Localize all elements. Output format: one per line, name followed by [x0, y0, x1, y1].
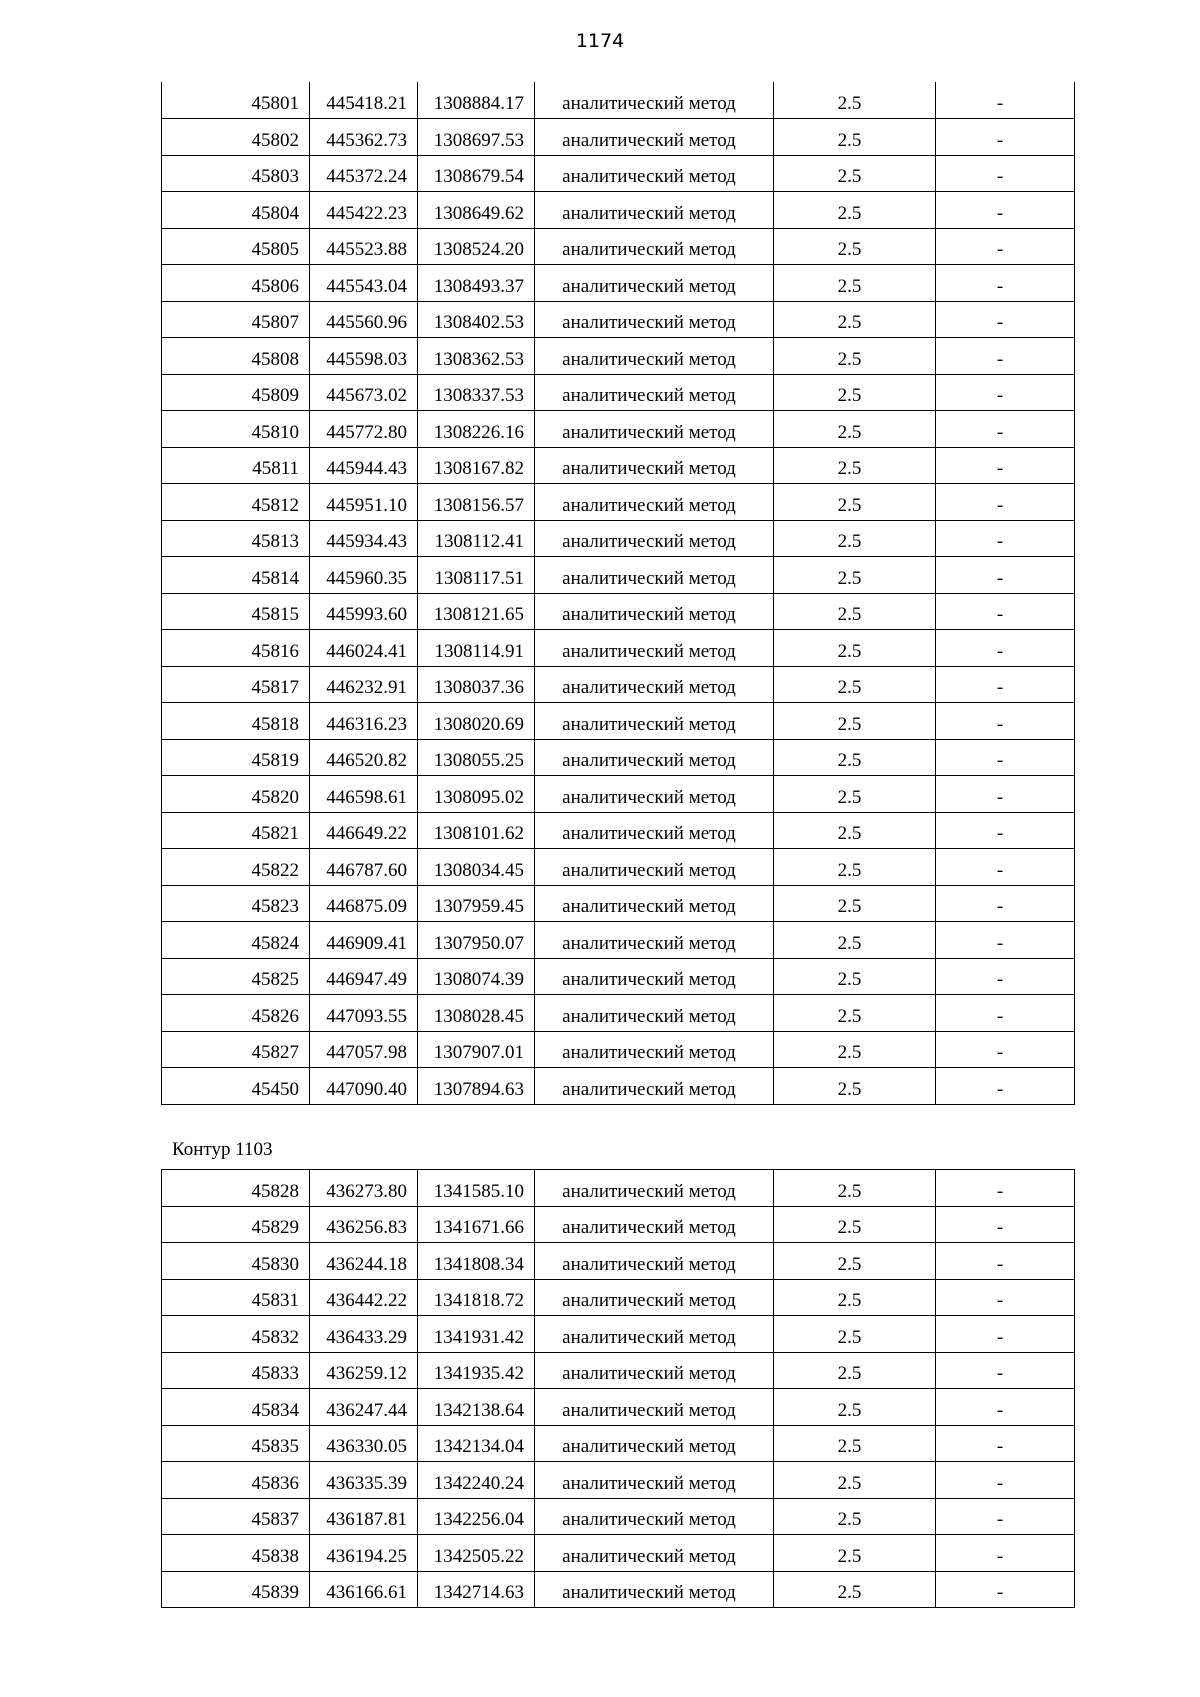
- coordinates-table-1: [161, 82, 1075, 1105]
- description-cell: -: [936, 520, 1075, 557]
- precision-cell: 2.5: [774, 995, 936, 1032]
- precision-cell: 2.5: [774, 82, 936, 119]
- description-cell: -: [936, 1206, 1075, 1243]
- x-coordinate-cell: 436187.81: [310, 1498, 418, 1535]
- y-coordinate-cell: 1308112.41: [418, 520, 535, 557]
- precision-cell: 2.5: [774, 1316, 936, 1353]
- table-row: [162, 593, 1075, 630]
- precision-cell: 2.5: [774, 630, 936, 667]
- x-coordinate-cell: 445362.73: [310, 119, 418, 156]
- method-cell: аналитический метод: [535, 776, 774, 813]
- method-cell: аналитический метод: [535, 1316, 774, 1353]
- precision-cell: 2.5: [774, 885, 936, 922]
- precision-cell: 2.5: [774, 411, 936, 448]
- description-cell: -: [936, 1031, 1075, 1068]
- description-cell: -: [936, 155, 1075, 192]
- method-cell: аналитический метод: [535, 812, 774, 849]
- point-number-cell: 45826: [162, 995, 310, 1032]
- precision-cell: 2.5: [774, 666, 936, 703]
- point-number-cell: 45813: [162, 520, 310, 557]
- y-coordinate-cell: 1308697.53: [418, 119, 535, 156]
- description-cell: -: [936, 995, 1075, 1032]
- table-row: [162, 1352, 1075, 1389]
- x-coordinate-cell: 446024.41: [310, 630, 418, 667]
- table-row: [162, 1031, 1075, 1068]
- table-row: [162, 301, 1075, 338]
- point-number-cell: 45801: [162, 82, 310, 119]
- method-cell: аналитический метод: [535, 1535, 774, 1572]
- point-number-cell: 45823: [162, 885, 310, 922]
- y-coordinate-cell: 1308028.45: [418, 995, 535, 1032]
- point-number-cell: 45833: [162, 1352, 310, 1389]
- y-coordinate-cell: 1308074.39: [418, 958, 535, 995]
- description-cell: -: [936, 192, 1075, 229]
- coordinates-table-2: [161, 1169, 1075, 1608]
- x-coordinate-cell: 445934.43: [310, 520, 418, 557]
- table-row: [162, 1279, 1075, 1316]
- x-coordinate-cell: 447093.55: [310, 995, 418, 1032]
- page-number: 1174: [575, 30, 625, 52]
- point-number-cell: 45835: [162, 1425, 310, 1462]
- method-cell: аналитический метод: [535, 630, 774, 667]
- y-coordinate-cell: 1342138.64: [418, 1389, 535, 1426]
- method-cell: аналитический метод: [535, 82, 774, 119]
- method-cell: аналитический метод: [535, 922, 774, 959]
- description-cell: -: [936, 228, 1075, 265]
- table-row: [162, 82, 1075, 119]
- point-number-cell: 45821: [162, 812, 310, 849]
- table-row: [162, 776, 1075, 813]
- x-coordinate-cell: 436330.05: [310, 1425, 418, 1462]
- x-coordinate-cell: 436442.22: [310, 1279, 418, 1316]
- table-row: [162, 1389, 1075, 1426]
- point-number-cell: 45819: [162, 739, 310, 776]
- x-coordinate-cell: 445673.02: [310, 374, 418, 411]
- y-coordinate-cell: 1307950.07: [418, 922, 535, 959]
- precision-cell: 2.5: [774, 1425, 936, 1462]
- y-coordinate-cell: 1308679.54: [418, 155, 535, 192]
- point-number-cell: 45831: [162, 1279, 310, 1316]
- point-number-cell: 45837: [162, 1498, 310, 1535]
- precision-cell: 2.5: [774, 1389, 936, 1426]
- y-coordinate-cell: 1308156.57: [418, 484, 535, 521]
- description-cell: -: [936, 82, 1075, 119]
- x-coordinate-cell: 445993.60: [310, 593, 418, 630]
- x-coordinate-cell: 436244.18: [310, 1243, 418, 1280]
- method-cell: аналитический метод: [535, 885, 774, 922]
- x-coordinate-cell: 445944.43: [310, 447, 418, 484]
- precision-cell: 2.5: [774, 922, 936, 959]
- method-cell: аналитический метод: [535, 1425, 774, 1462]
- x-coordinate-cell: 445543.04: [310, 265, 418, 302]
- precision-cell: 2.5: [774, 119, 936, 156]
- method-cell: аналитический метод: [535, 739, 774, 776]
- table-row: [162, 557, 1075, 594]
- point-number-cell: 45817: [162, 666, 310, 703]
- table-row: [162, 958, 1075, 995]
- table-row: [162, 995, 1075, 1032]
- description-cell: -: [936, 666, 1075, 703]
- description-cell: -: [936, 1462, 1075, 1499]
- y-coordinate-cell: 1308121.65: [418, 593, 535, 630]
- method-cell: аналитический метод: [535, 1571, 774, 1608]
- description-cell: -: [936, 1279, 1075, 1316]
- table-row: [162, 1462, 1075, 1499]
- x-coordinate-cell: 436335.39: [310, 1462, 418, 1499]
- method-cell: аналитический метод: [535, 447, 774, 484]
- x-coordinate-cell: 446316.23: [310, 703, 418, 740]
- description-cell: -: [936, 411, 1075, 448]
- point-number-cell: 45838: [162, 1535, 310, 1572]
- method-cell: аналитический метод: [535, 703, 774, 740]
- table-row: [162, 739, 1075, 776]
- table-row: [162, 155, 1075, 192]
- point-number-cell: 45803: [162, 155, 310, 192]
- y-coordinate-cell: 1308037.36: [418, 666, 535, 703]
- table-row: [162, 338, 1075, 375]
- point-number-cell: 45836: [162, 1462, 310, 1499]
- table-row: [162, 484, 1075, 521]
- x-coordinate-cell: 446787.60: [310, 849, 418, 886]
- x-coordinate-cell: 436256.83: [310, 1206, 418, 1243]
- description-cell: -: [936, 922, 1075, 959]
- y-coordinate-cell: 1308362.53: [418, 338, 535, 375]
- point-number-cell: 45814: [162, 557, 310, 594]
- y-coordinate-cell: 1308117.51: [418, 557, 535, 594]
- point-number-cell: 45830: [162, 1243, 310, 1280]
- precision-cell: 2.5: [774, 812, 936, 849]
- precision-cell: 2.5: [774, 1535, 936, 1572]
- description-cell: -: [936, 1243, 1075, 1280]
- precision-cell: 2.5: [774, 265, 936, 302]
- point-number-cell: 45827: [162, 1031, 310, 1068]
- point-number-cell: 45824: [162, 922, 310, 959]
- precision-cell: 2.5: [774, 1498, 936, 1535]
- precision-cell: 2.5: [774, 1031, 936, 1068]
- method-cell: аналитический метод: [535, 1462, 774, 1499]
- method-cell: аналитический метод: [535, 1279, 774, 1316]
- table-row: [162, 1535, 1075, 1572]
- x-coordinate-cell: 445560.96: [310, 301, 418, 338]
- x-coordinate-cell: 436433.29: [310, 1316, 418, 1353]
- table-row: [162, 228, 1075, 265]
- point-number-cell: 45825: [162, 958, 310, 995]
- method-cell: аналитический метод: [535, 265, 774, 302]
- table-row: [162, 447, 1075, 484]
- table-row: [162, 1316, 1075, 1353]
- point-number-cell: 45809: [162, 374, 310, 411]
- description-cell: -: [936, 1352, 1075, 1389]
- x-coordinate-cell: 436194.25: [310, 1535, 418, 1572]
- description-cell: -: [936, 812, 1075, 849]
- precision-cell: 2.5: [774, 484, 936, 521]
- x-coordinate-cell: 436247.44: [310, 1389, 418, 1426]
- y-coordinate-cell: 1342134.04: [418, 1425, 535, 1462]
- method-cell: аналитический метод: [535, 520, 774, 557]
- precision-cell: 2.5: [774, 1170, 936, 1207]
- description-cell: -: [936, 447, 1075, 484]
- table-row: [162, 885, 1075, 922]
- y-coordinate-cell: 1308493.37: [418, 265, 535, 302]
- description-cell: -: [936, 1571, 1075, 1608]
- y-coordinate-cell: 1308020.69: [418, 703, 535, 740]
- description-cell: -: [936, 593, 1075, 630]
- description-cell: -: [936, 1389, 1075, 1426]
- description-cell: -: [936, 119, 1075, 156]
- method-cell: аналитический метод: [535, 1352, 774, 1389]
- description-cell: -: [936, 265, 1075, 302]
- method-cell: аналитический метод: [535, 484, 774, 521]
- precision-cell: 2.5: [774, 520, 936, 557]
- precision-cell: 2.5: [774, 958, 936, 995]
- precision-cell: 2.5: [774, 192, 936, 229]
- precision-cell: 2.5: [774, 1243, 936, 1280]
- table-row: [162, 411, 1075, 448]
- table-row: [162, 1206, 1075, 1243]
- method-cell: аналитический метод: [535, 1206, 774, 1243]
- x-coordinate-cell: 445960.35: [310, 557, 418, 594]
- description-cell: -: [936, 1068, 1075, 1105]
- method-cell: аналитический метод: [535, 192, 774, 229]
- description-cell: -: [936, 1425, 1075, 1462]
- y-coordinate-cell: 1341818.72: [418, 1279, 535, 1316]
- point-number-cell: 45812: [162, 484, 310, 521]
- x-coordinate-cell: 436166.61: [310, 1571, 418, 1608]
- x-coordinate-cell: 446947.49: [310, 958, 418, 995]
- y-coordinate-cell: 1342714.63: [418, 1571, 535, 1608]
- method-cell: аналитический метод: [535, 849, 774, 886]
- y-coordinate-cell: 1308524.20: [418, 228, 535, 265]
- point-number-cell: 45810: [162, 411, 310, 448]
- point-number-cell: 45802: [162, 119, 310, 156]
- precision-cell: 2.5: [774, 338, 936, 375]
- method-cell: аналитический метод: [535, 228, 774, 265]
- description-cell: -: [936, 1316, 1075, 1353]
- description-cell: -: [936, 703, 1075, 740]
- x-coordinate-cell: 446520.82: [310, 739, 418, 776]
- table-row: [162, 119, 1075, 156]
- table-row: [162, 812, 1075, 849]
- method-cell: аналитический метод: [535, 1031, 774, 1068]
- point-number-cell: 45816: [162, 630, 310, 667]
- point-number-cell: 45450: [162, 1068, 310, 1105]
- table-row: [162, 922, 1075, 959]
- point-number-cell: 45832: [162, 1316, 310, 1353]
- point-number-cell: 45815: [162, 593, 310, 630]
- method-cell: аналитический метод: [535, 338, 774, 375]
- method-cell: аналитический метод: [535, 1389, 774, 1426]
- method-cell: аналитический метод: [535, 958, 774, 995]
- y-coordinate-cell: 1308884.17: [418, 82, 535, 119]
- x-coordinate-cell: 446875.09: [310, 885, 418, 922]
- y-coordinate-cell: 1307894.63: [418, 1068, 535, 1105]
- point-number-cell: 45828: [162, 1170, 310, 1207]
- x-coordinate-cell: 445422.23: [310, 192, 418, 229]
- method-cell: аналитический метод: [535, 374, 774, 411]
- y-coordinate-cell: 1342256.04: [418, 1498, 535, 1535]
- table-row: [162, 265, 1075, 302]
- x-coordinate-cell: 445418.21: [310, 82, 418, 119]
- table-row: [162, 1243, 1075, 1280]
- precision-cell: 2.5: [774, 1352, 936, 1389]
- table-row: [162, 849, 1075, 886]
- description-cell: -: [936, 1535, 1075, 1572]
- description-cell: -: [936, 776, 1075, 813]
- y-coordinate-cell: 1308101.62: [418, 812, 535, 849]
- point-number-cell: 45829: [162, 1206, 310, 1243]
- x-coordinate-cell: 446598.61: [310, 776, 418, 813]
- description-cell: -: [936, 958, 1075, 995]
- method-cell: аналитический метод: [535, 557, 774, 594]
- precision-cell: 2.5: [774, 228, 936, 265]
- description-cell: -: [936, 849, 1075, 886]
- point-number-cell: 45820: [162, 776, 310, 813]
- point-number-cell: 45834: [162, 1389, 310, 1426]
- method-cell: аналитический метод: [535, 155, 774, 192]
- precision-cell: 2.5: [774, 301, 936, 338]
- x-coordinate-cell: 445372.24: [310, 155, 418, 192]
- table-row: [162, 1498, 1075, 1535]
- precision-cell: 2.5: [774, 557, 936, 594]
- point-number-cell: 45808: [162, 338, 310, 375]
- table-row: [162, 1571, 1075, 1608]
- x-coordinate-cell: 447057.98: [310, 1031, 418, 1068]
- precision-cell: 2.5: [774, 593, 936, 630]
- x-coordinate-cell: 436273.80: [310, 1170, 418, 1207]
- y-coordinate-cell: 1308114.91: [418, 630, 535, 667]
- y-coordinate-cell: 1307907.01: [418, 1031, 535, 1068]
- description-cell: -: [936, 301, 1075, 338]
- y-coordinate-cell: 1308402.53: [418, 301, 535, 338]
- point-number-cell: 45804: [162, 192, 310, 229]
- method-cell: аналитический метод: [535, 1498, 774, 1535]
- table-row: [162, 1068, 1075, 1105]
- y-coordinate-cell: 1341671.66: [418, 1206, 535, 1243]
- y-coordinate-cell: 1341931.42: [418, 1316, 535, 1353]
- y-coordinate-cell: 1308337.53: [418, 374, 535, 411]
- y-coordinate-cell: 1308226.16: [418, 411, 535, 448]
- method-cell: аналитический метод: [535, 1068, 774, 1105]
- description-cell: -: [936, 630, 1075, 667]
- point-number-cell: 45806: [162, 265, 310, 302]
- description-cell: -: [936, 338, 1075, 375]
- point-number-cell: 45822: [162, 849, 310, 886]
- method-cell: аналитический метод: [535, 411, 774, 448]
- precision-cell: 2.5: [774, 1279, 936, 1316]
- y-coordinate-cell: 1342240.24: [418, 1462, 535, 1499]
- method-cell: аналитический метод: [535, 593, 774, 630]
- x-coordinate-cell: 436259.12: [310, 1352, 418, 1389]
- method-cell: аналитический метод: [535, 1170, 774, 1207]
- description-cell: -: [936, 484, 1075, 521]
- y-coordinate-cell: 1341585.10: [418, 1170, 535, 1207]
- method-cell: аналитический метод: [535, 1243, 774, 1280]
- table-row: [162, 1170, 1075, 1207]
- y-coordinate-cell: 1308055.25: [418, 739, 535, 776]
- description-cell: -: [936, 374, 1075, 411]
- x-coordinate-cell: 445523.88: [310, 228, 418, 265]
- x-coordinate-cell: 446909.41: [310, 922, 418, 959]
- description-cell: -: [936, 557, 1075, 594]
- description-cell: -: [936, 739, 1075, 776]
- precision-cell: 2.5: [774, 703, 936, 740]
- table-row: [162, 1425, 1075, 1462]
- precision-cell: 2.5: [774, 849, 936, 886]
- y-coordinate-cell: 1308167.82: [418, 447, 535, 484]
- precision-cell: 2.5: [774, 374, 936, 411]
- x-coordinate-cell: 445951.10: [310, 484, 418, 521]
- x-coordinate-cell: 446649.22: [310, 812, 418, 849]
- point-number-cell: 45811: [162, 447, 310, 484]
- precision-cell: 2.5: [774, 739, 936, 776]
- method-cell: аналитический метод: [535, 995, 774, 1032]
- point-number-cell: 45818: [162, 703, 310, 740]
- y-coordinate-cell: 1308649.62: [418, 192, 535, 229]
- y-coordinate-cell: 1341808.34: [418, 1243, 535, 1280]
- point-number-cell: 45807: [162, 301, 310, 338]
- description-cell: -: [936, 1170, 1075, 1207]
- y-coordinate-cell: 1341935.42: [418, 1352, 535, 1389]
- section-title: Контур 1103: [172, 1139, 273, 1160]
- y-coordinate-cell: 1342505.22: [418, 1535, 535, 1572]
- precision-cell: 2.5: [774, 155, 936, 192]
- description-cell: -: [936, 885, 1075, 922]
- y-coordinate-cell: 1308034.45: [418, 849, 535, 886]
- x-coordinate-cell: 445772.80: [310, 411, 418, 448]
- table-row: [162, 374, 1075, 411]
- description-cell: -: [936, 1498, 1075, 1535]
- precision-cell: 2.5: [774, 776, 936, 813]
- precision-cell: 2.5: [774, 1068, 936, 1105]
- table-row: [162, 666, 1075, 703]
- table-row: [162, 520, 1075, 557]
- point-number-cell: 45805: [162, 228, 310, 265]
- x-coordinate-cell: 446232.91: [310, 666, 418, 703]
- x-coordinate-cell: 447090.40: [310, 1068, 418, 1105]
- precision-cell: 2.5: [774, 1462, 936, 1499]
- table-row: [162, 192, 1075, 229]
- precision-cell: 2.5: [774, 1571, 936, 1608]
- x-coordinate-cell: 445598.03: [310, 338, 418, 375]
- precision-cell: 2.5: [774, 447, 936, 484]
- method-cell: аналитический метод: [535, 119, 774, 156]
- y-coordinate-cell: 1307959.45: [418, 885, 535, 922]
- y-coordinate-cell: 1308095.02: [418, 776, 535, 813]
- method-cell: аналитический метод: [535, 666, 774, 703]
- table-row: [162, 630, 1075, 667]
- method-cell: аналитический метод: [535, 301, 774, 338]
- table-row: [162, 703, 1075, 740]
- point-number-cell: 45839: [162, 1571, 310, 1608]
- precision-cell: 2.5: [774, 1206, 936, 1243]
